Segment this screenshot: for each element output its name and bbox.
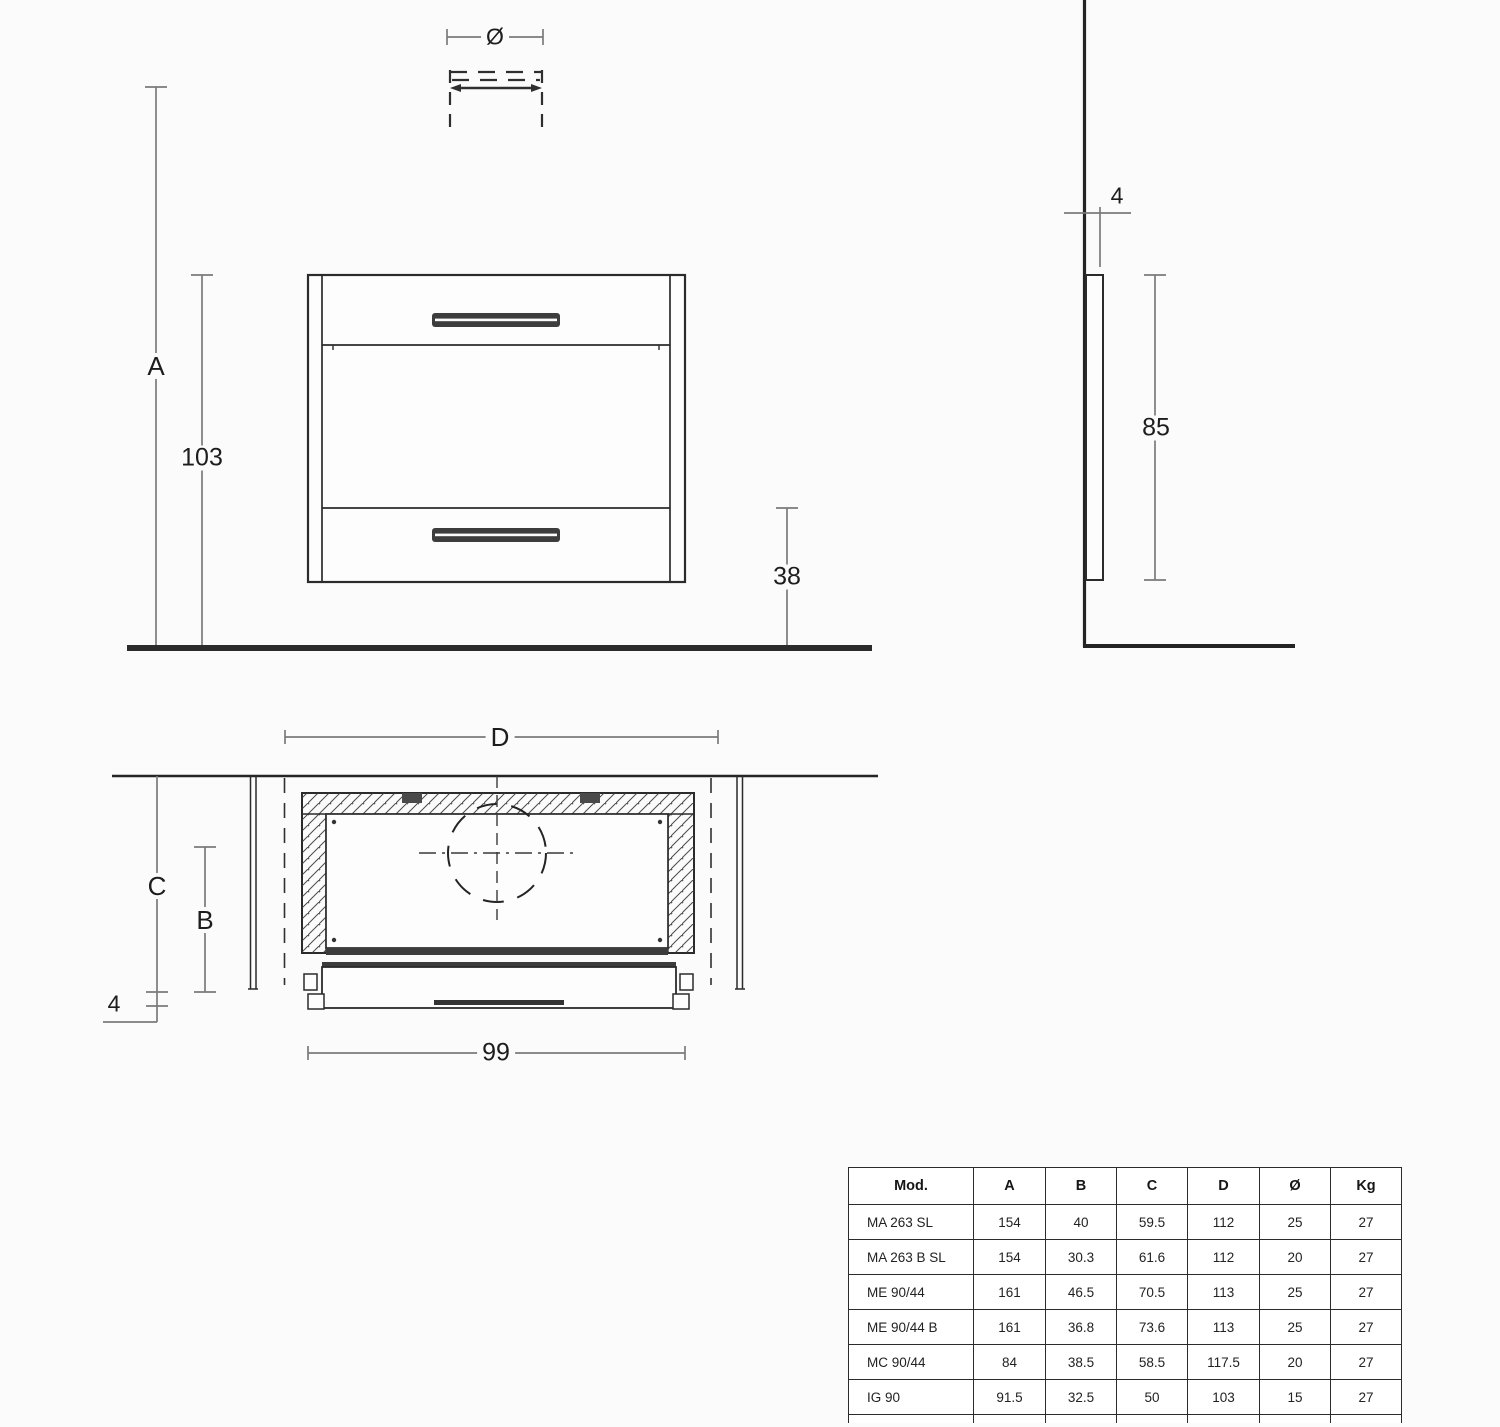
cell-kg: 27 (1331, 1275, 1402, 1310)
header-dia: Ø (1260, 1168, 1331, 1205)
header-b: B (1046, 1168, 1117, 1205)
cell-c: 58.5 (1117, 1345, 1188, 1380)
label-99: 99 (477, 1041, 515, 1066)
cell-d: 113 (1188, 1275, 1260, 1310)
cell-mod: MC 90/44 (849, 1345, 974, 1380)
header-mod: Mod. (849, 1168, 974, 1205)
cell-b: 30.3 (1046, 1240, 1117, 1275)
model-spec-table (848, 1167, 1401, 1423)
cell-dia: 20 (1260, 1345, 1331, 1380)
label-diameter: Ø (481, 26, 509, 49)
label-103: 103 (176, 446, 228, 471)
cell-a: 161 (974, 1310, 1046, 1345)
label-85: 85 (1137, 416, 1175, 441)
cell-a: 154 (974, 1205, 1046, 1240)
cell-c: 59.5 (1117, 1205, 1188, 1240)
cell-mod: ME 90/44 B (849, 1310, 974, 1345)
spec-table (848, 1167, 1402, 1423)
label-38: 38 (768, 565, 806, 590)
cell-kg: 27 (1331, 1240, 1402, 1275)
table-row (849, 1205, 1402, 1240)
cell-a: 84 (974, 1345, 1046, 1380)
cell-dia: 25 (1260, 1205, 1331, 1240)
front-view (127, 29, 872, 651)
top-vent-grille (432, 313, 560, 327)
cell-mod: MA 263 B SL (849, 1240, 974, 1275)
table-row (849, 1310, 1402, 1345)
front-frame-assembly (304, 948, 693, 1009)
cell-d: 117.5 (1188, 1345, 1260, 1380)
table-header-row (849, 1168, 1402, 1205)
cell-mod: MA 263 SL (849, 1205, 974, 1240)
cell-b: 38.5 (1046, 1345, 1117, 1380)
cell-a: 161 (974, 1275, 1046, 1310)
header-c: C (1117, 1168, 1188, 1205)
section-view (103, 730, 878, 1060)
mounting-block-left (402, 793, 422, 803)
cell-a: 91.5 (974, 1380, 1046, 1415)
table-row (849, 1345, 1402, 1380)
cell-dia: 20 (1260, 1240, 1331, 1275)
header-kg: Kg (1331, 1168, 1402, 1205)
header-a: A (974, 1168, 1046, 1205)
header-d: D (1188, 1168, 1260, 1205)
flue-duct-hidden-outline (450, 70, 542, 135)
cell-b: 46.5 (1046, 1275, 1117, 1310)
label-A: A (142, 353, 169, 379)
cell-c: 70.5 (1117, 1275, 1188, 1310)
cell-dia: 25 (1260, 1275, 1331, 1310)
cell-dia: 25 (1260, 1310, 1331, 1345)
mounting-block-right (580, 793, 600, 803)
cell-c: 50 (1117, 1380, 1188, 1415)
table-row (849, 1275, 1402, 1310)
side-view (1064, 0, 1295, 647)
label-B: B (191, 907, 218, 933)
cell-d: 112 (1188, 1240, 1260, 1275)
label-section-gap-4: 4 (103, 993, 126, 1016)
cell-d: 112 (1188, 1205, 1260, 1240)
cell-c: 73.6 (1117, 1310, 1188, 1345)
cell-b: 40 (1046, 1205, 1117, 1240)
cell-dia: 15 (1260, 1380, 1331, 1415)
table-row (849, 1380, 1402, 1415)
fireplace-side-outline (1086, 275, 1103, 580)
front-floor-line (127, 645, 872, 651)
table-row-clipped (849, 1415, 1402, 1424)
table-row (849, 1240, 1402, 1275)
cell-kg: 27 (1331, 1380, 1402, 1415)
cell-kg: 27 (1331, 1310, 1402, 1345)
label-C: C (143, 873, 172, 899)
cell-b: 32.5 (1046, 1380, 1117, 1415)
cell-c: 61.6 (1117, 1240, 1188, 1275)
cell-d: 113 (1188, 1310, 1260, 1345)
cell-a: 154 (974, 1240, 1046, 1275)
cell-mod: ME 90/44 (849, 1275, 974, 1310)
bottom-vent-grille (432, 528, 560, 542)
cell-mod: IG 90 (849, 1380, 974, 1415)
cell-b: 36.8 (1046, 1310, 1117, 1345)
cell-kg: 27 (1331, 1345, 1402, 1380)
cell-kg: 27 (1331, 1205, 1402, 1240)
label-side-depth-4: 4 (1106, 185, 1129, 208)
label-D: D (486, 724, 515, 750)
dimension-depth-4 (1064, 207, 1131, 267)
cell-d: 103 (1188, 1380, 1260, 1415)
